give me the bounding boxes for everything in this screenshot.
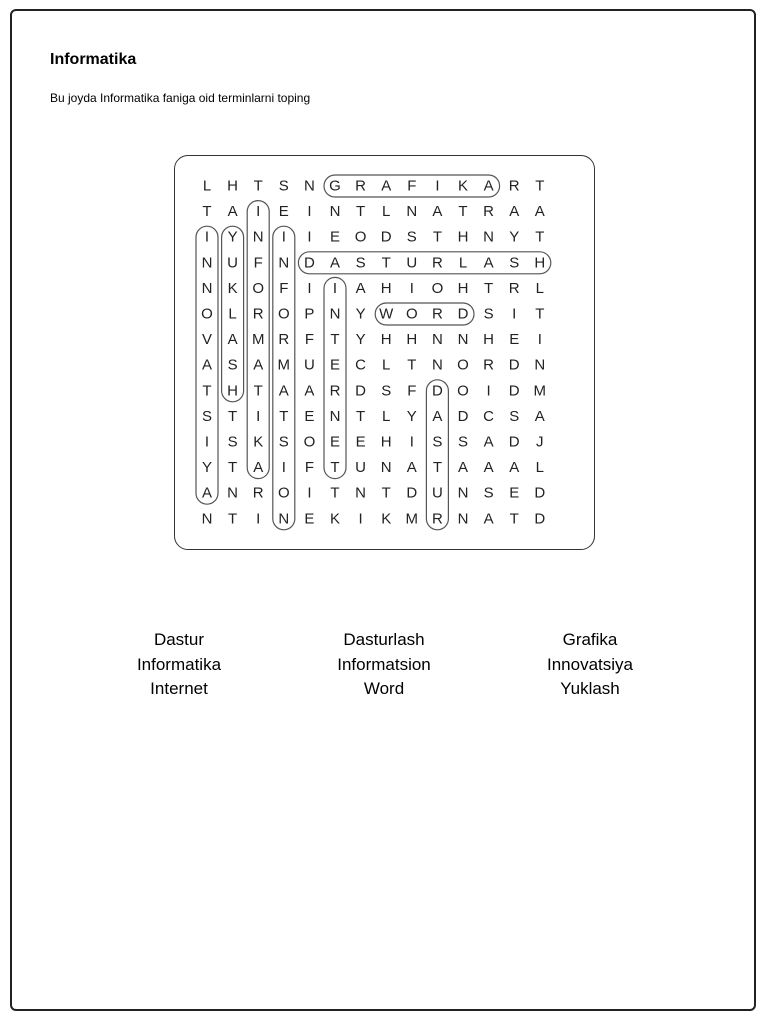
grid-letter: N xyxy=(355,484,367,502)
grid-letter: K xyxy=(253,433,264,451)
grid-letter: R xyxy=(431,510,443,528)
grid-letter: I xyxy=(435,177,440,195)
grid-letter: A xyxy=(329,254,341,272)
grid-letter: S xyxy=(483,484,494,502)
grid-letter: A xyxy=(457,459,469,477)
grid-letter: L xyxy=(202,177,212,195)
word-item: Dastur xyxy=(153,630,205,649)
grid-letter: N xyxy=(380,459,392,477)
grid-letter: S xyxy=(227,433,238,451)
grid-letter: N xyxy=(303,177,315,195)
word-search-grid xyxy=(174,155,595,550)
grid-letter: S xyxy=(509,407,520,425)
grid-letter: L xyxy=(535,279,544,297)
word-list-column-2 xyxy=(284,628,484,702)
grid-letter: H xyxy=(380,331,392,349)
grid-letter: F xyxy=(279,279,289,297)
grid-letter: N xyxy=(201,510,213,528)
grid-letter: N xyxy=(201,254,213,272)
grid-letter: T xyxy=(381,254,391,272)
grid-letter: M xyxy=(277,356,291,374)
grid-letter: N xyxy=(227,484,239,502)
grid-letter: A xyxy=(253,356,264,374)
grid-letter: U xyxy=(355,459,367,477)
word-item: Innovatsiya xyxy=(547,654,633,674)
word-item: Informatika xyxy=(136,654,222,674)
grid-letter: R xyxy=(508,177,520,195)
grid-letter: A xyxy=(304,382,315,400)
grid-letter: T xyxy=(484,279,494,297)
word-item: Yuklash xyxy=(560,679,620,698)
grid-letter: Y xyxy=(201,459,213,477)
grid-letter: I xyxy=(512,305,517,323)
grid-letter: N xyxy=(431,356,443,374)
grid-letter: T xyxy=(407,356,417,374)
grid-letter: H xyxy=(380,433,392,451)
word-list xyxy=(0,628,768,708)
grid-letter: N xyxy=(252,228,264,246)
grid-letter: D xyxy=(457,407,469,425)
grid-letter: O xyxy=(277,484,290,502)
grid-letter: F xyxy=(407,382,417,400)
grid-letter: H xyxy=(406,331,418,349)
grid-letter: R xyxy=(252,484,264,502)
grid-letter: H xyxy=(457,279,469,297)
grid-letter: T xyxy=(432,228,442,246)
grid-letter: R xyxy=(483,203,495,221)
grid-letter: A xyxy=(201,484,213,502)
grid-letter: D xyxy=(457,305,469,323)
grid-letter: N xyxy=(534,356,546,374)
grid-letter: A xyxy=(432,407,443,425)
grid-letter: A xyxy=(355,279,366,297)
word-item: Grafika xyxy=(562,630,618,649)
grid-letter: E xyxy=(329,356,341,374)
grid-letter: Y xyxy=(355,331,366,349)
grid-letter: A xyxy=(534,407,545,425)
word-item: Internet xyxy=(150,679,208,698)
grid-letter: D xyxy=(508,382,520,400)
word-list-column-3 xyxy=(490,628,690,702)
grid-letter: A xyxy=(432,203,443,221)
grid-letter: I xyxy=(537,331,542,349)
grid-letter: I xyxy=(358,510,363,528)
grid-letter: L xyxy=(382,356,391,374)
grid-letter: I xyxy=(256,203,261,221)
grid-letter: R xyxy=(431,254,443,272)
grid-letter: S xyxy=(381,382,392,400)
grid-letter: A xyxy=(483,433,494,451)
grid-letter: F xyxy=(304,459,314,477)
grid-letter: K xyxy=(381,510,392,528)
grid-letter: O xyxy=(457,382,469,400)
grid-letter: J xyxy=(536,433,544,451)
grid-letter: U xyxy=(406,254,418,272)
grid-letter: U xyxy=(227,254,239,272)
grid-letter: A xyxy=(406,459,417,477)
grid-letter: A xyxy=(253,459,264,477)
grid-letter: T xyxy=(228,407,238,425)
grid-letter: T xyxy=(458,203,468,221)
grid-letter: N xyxy=(201,279,213,297)
grid-letter: N xyxy=(278,510,290,528)
grid-letter: S xyxy=(227,356,238,374)
grid-letter: P xyxy=(304,305,315,323)
grid-letter: E xyxy=(304,510,315,528)
grid-letter: N xyxy=(329,305,341,323)
grid-letter: L xyxy=(458,254,468,272)
grid-letter: T xyxy=(356,407,366,425)
grid-letter: A xyxy=(483,254,494,272)
grid-letter: N xyxy=(329,203,341,221)
grid-letter: E xyxy=(509,331,520,349)
grid-letter: E xyxy=(304,407,315,425)
grid-letter: F xyxy=(304,331,314,349)
grid-letter: A xyxy=(509,203,520,221)
grid-letter: S xyxy=(278,433,289,451)
grid-letter: T xyxy=(279,407,289,425)
grid-letter: L xyxy=(382,203,391,221)
grid-letter: I xyxy=(409,279,414,297)
grid-letter: A xyxy=(227,203,238,221)
grid-letter: U xyxy=(431,484,443,502)
grid-letter: R xyxy=(431,305,443,323)
grid-letter: T xyxy=(535,305,545,323)
grid-letter: I xyxy=(332,279,338,297)
word-item: Word xyxy=(363,679,405,698)
grid-letter: O xyxy=(277,305,290,323)
grid-letter: R xyxy=(483,356,495,374)
grid-letter: F xyxy=(253,254,263,272)
grid-letter: S xyxy=(406,228,417,246)
grid-letter: A xyxy=(278,382,289,400)
grid-letter: U xyxy=(303,356,315,374)
grid-letter: D xyxy=(303,254,315,272)
grid-letter: T xyxy=(330,459,340,477)
grid-letter: A xyxy=(201,356,213,374)
instructions-text: Bu joyda Informatika faniga oid terminlarni toping xyxy=(50,91,311,105)
word-item: Dasturlash xyxy=(343,630,425,649)
grid-letter: H xyxy=(457,228,469,246)
grid-letter: A xyxy=(534,203,545,221)
grid-letter: F xyxy=(407,177,417,195)
grid-letter: N xyxy=(457,331,469,349)
grid-letter: D xyxy=(431,382,443,400)
grid-letter: T xyxy=(330,484,340,502)
grid-letter: T xyxy=(253,177,263,195)
grid-letter: I xyxy=(204,433,210,451)
grid-letter: O xyxy=(354,228,367,246)
grid-letter: Y xyxy=(227,228,238,246)
grid-letter: D xyxy=(380,228,392,246)
grid-letter: O xyxy=(431,279,444,297)
grid-letter: M xyxy=(533,382,547,400)
grid-letter: K xyxy=(227,279,238,297)
grid-letter: O xyxy=(303,433,316,451)
grid-letter: H xyxy=(483,331,495,349)
word-search-letters xyxy=(175,156,596,551)
grid-letter: G xyxy=(329,177,341,195)
grid-letter: H xyxy=(227,382,239,400)
grid-letter: R xyxy=(329,382,341,400)
grid-letter: E xyxy=(355,433,366,451)
grid-letter: E xyxy=(329,433,341,451)
grid-letter: L xyxy=(382,407,391,425)
grid-letter: O xyxy=(201,305,213,323)
grid-letter: I xyxy=(307,484,312,502)
grid-letter: T xyxy=(535,228,545,246)
grid-letter: I xyxy=(307,279,312,297)
grid-letter: A xyxy=(381,177,392,195)
grid-letter: C xyxy=(483,407,495,425)
grid-letter: N xyxy=(483,228,495,246)
grid-letter: N xyxy=(431,331,443,349)
grid-letter: I xyxy=(486,382,491,400)
grid-letter: T xyxy=(381,484,391,502)
grid-letter: K xyxy=(457,177,469,195)
grid-letter: O xyxy=(252,279,265,297)
grid-letter: T xyxy=(228,510,238,528)
grid-letter: R xyxy=(278,331,290,349)
grid-letter: Y xyxy=(355,305,366,323)
grid-letter: E xyxy=(509,484,520,502)
grid-letter: H xyxy=(534,254,546,272)
grid-letter: O xyxy=(457,356,469,374)
grid-letter: T xyxy=(202,203,212,221)
grid-letter: T xyxy=(202,382,212,400)
grid-letter: T xyxy=(509,510,519,528)
grid-letter: V xyxy=(201,331,213,349)
grid-letter: H xyxy=(227,177,239,195)
grid-letter: T xyxy=(330,331,340,349)
grid-letter: S xyxy=(355,254,366,272)
grid-letter: R xyxy=(355,177,367,195)
grid-letter: L xyxy=(228,305,237,323)
grid-letter: I xyxy=(281,459,286,477)
grid-letter: S xyxy=(483,305,494,323)
grid-letter: D xyxy=(534,484,546,502)
grid-letter: I xyxy=(281,228,286,246)
grid-letter: Y xyxy=(509,228,520,246)
grid-letter: N xyxy=(329,407,341,425)
grid-letter: I xyxy=(307,203,312,221)
grid-letter: A xyxy=(227,331,238,349)
grid-letter: C xyxy=(355,356,367,374)
grid-letter: S xyxy=(278,177,289,195)
word-item: Informatsion xyxy=(337,654,431,674)
grid-letter: E xyxy=(278,203,289,221)
grid-letter: D xyxy=(534,510,546,528)
grid-letter: I xyxy=(256,510,261,528)
grid-letter: W xyxy=(379,305,394,323)
grid-letter: M xyxy=(405,510,419,528)
grid-letter: T xyxy=(253,382,263,400)
grid-letter: E xyxy=(329,228,341,246)
grid-letter: K xyxy=(329,510,341,528)
grid-letter: R xyxy=(252,305,264,323)
grid-letter: I xyxy=(256,407,261,425)
grid-letter: A xyxy=(509,459,520,477)
grid-letter: N xyxy=(457,484,469,502)
grid-letter: I xyxy=(307,228,312,246)
grid-letter: D xyxy=(508,356,520,374)
grid-letter: S xyxy=(509,254,520,272)
grid-letter: R xyxy=(508,279,520,297)
grid-letter: N xyxy=(406,203,418,221)
grid-letter: S xyxy=(457,433,469,451)
grid-letter: S xyxy=(432,433,443,451)
grid-letter: O xyxy=(405,305,418,323)
grid-letter: N xyxy=(457,510,469,528)
grid-letter: D xyxy=(508,433,520,451)
grid-letter: T xyxy=(228,459,238,477)
grid-letter: T xyxy=(535,177,545,195)
grid-letter: D xyxy=(355,382,367,400)
grid-letter: L xyxy=(535,459,544,477)
grid-letter: Y xyxy=(406,407,417,425)
grid-letter: A xyxy=(483,459,494,477)
page-title: Informatika xyxy=(50,51,137,68)
grid-letter: T xyxy=(432,459,442,477)
word-list-column-1 xyxy=(79,628,279,702)
grid-letter: N xyxy=(278,254,290,272)
grid-letter: D xyxy=(406,484,418,502)
grid-letter: I xyxy=(409,433,414,451)
grid-letter: M xyxy=(251,331,265,349)
grid-letter: A xyxy=(483,510,494,528)
grid-letter: S xyxy=(201,407,213,425)
grid-letter: I xyxy=(204,228,210,246)
grid-letter: A xyxy=(483,177,494,195)
grid-letter: H xyxy=(380,279,392,297)
found-word-outline xyxy=(426,380,448,530)
grid-letter: T xyxy=(356,203,366,221)
